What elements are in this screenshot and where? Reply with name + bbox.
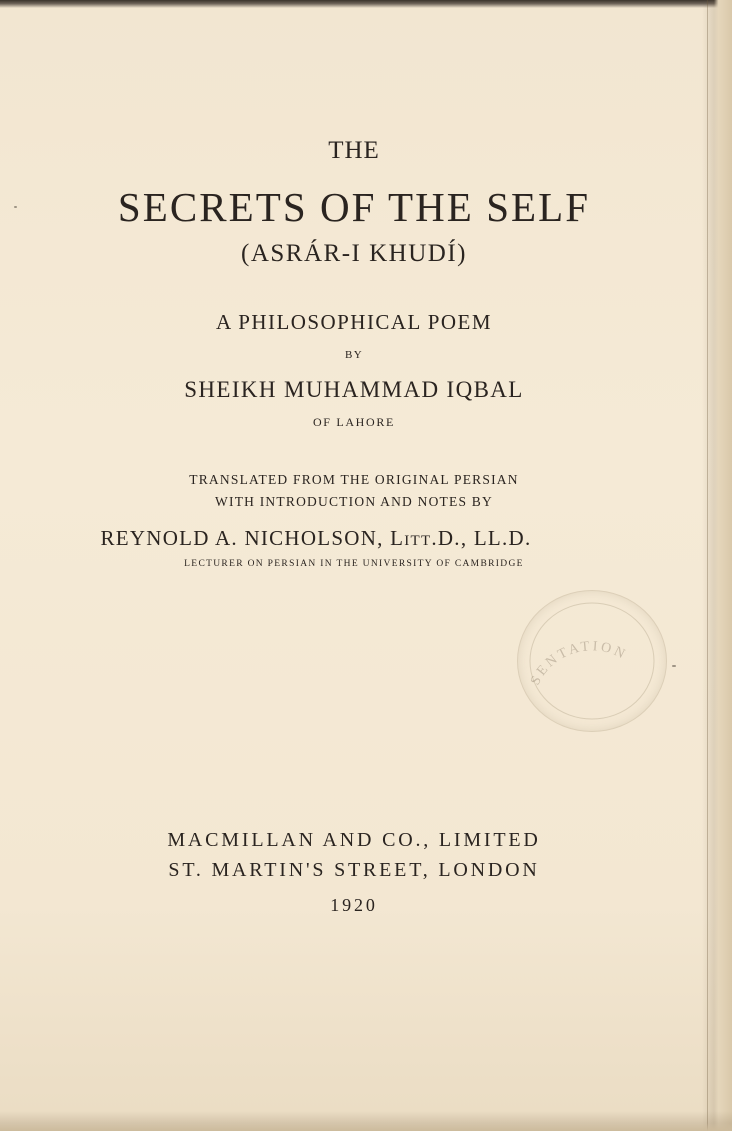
publication-year: 1920 bbox=[330, 895, 378, 915]
paper-speck bbox=[672, 665, 676, 667]
page-bottom-edge bbox=[0, 1111, 732, 1131]
book-description: A PHILOSOPHICAL POEM bbox=[216, 310, 492, 334]
author-place: OF LAHORE bbox=[312, 415, 396, 429]
translator-degree-rest: .D., LL.D. bbox=[431, 526, 532, 550]
title-article: THE bbox=[328, 137, 380, 164]
translator-title: LECTURER ON PERSIAN IN THE UNIVERSITY OF CAMBRIDGE bbox=[184, 559, 524, 569]
publisher-name: MACMILLAN AND CO., LIMITED bbox=[167, 829, 541, 851]
book-subtitle: (ASRÁR-I KHUDÍ) bbox=[241, 240, 467, 267]
embossed-stamp bbox=[517, 590, 667, 732]
translation-note-line2: WITH INTRODUCTION AND NOTES BY bbox=[215, 494, 493, 509]
publisher-address: ST. MARTIN'S STREET, LONDON bbox=[168, 859, 540, 881]
stamp-text: SENTATION bbox=[528, 639, 630, 688]
book-title: SECRETS OF THE SELF bbox=[117, 184, 591, 230]
translator-degree-initial: L bbox=[390, 526, 405, 550]
translator-degree-smallcaps: ITT bbox=[404, 533, 432, 549]
page-top-edge bbox=[0, 0, 732, 8]
translator-credit bbox=[0, 526, 632, 551]
by-label: BY bbox=[345, 349, 363, 361]
translator-name: REYNOLD A. NICHOLSON, bbox=[100, 526, 384, 550]
svg-text:SENTATION bbox=[528, 639, 630, 688]
author-name: SHEIKH MUHAMMAD IQBAL bbox=[184, 377, 524, 402]
translation-note-line1: TRANSLATED FROM THE ORIGINAL PERSIAN bbox=[189, 472, 519, 487]
paper-speck bbox=[14, 206, 17, 208]
